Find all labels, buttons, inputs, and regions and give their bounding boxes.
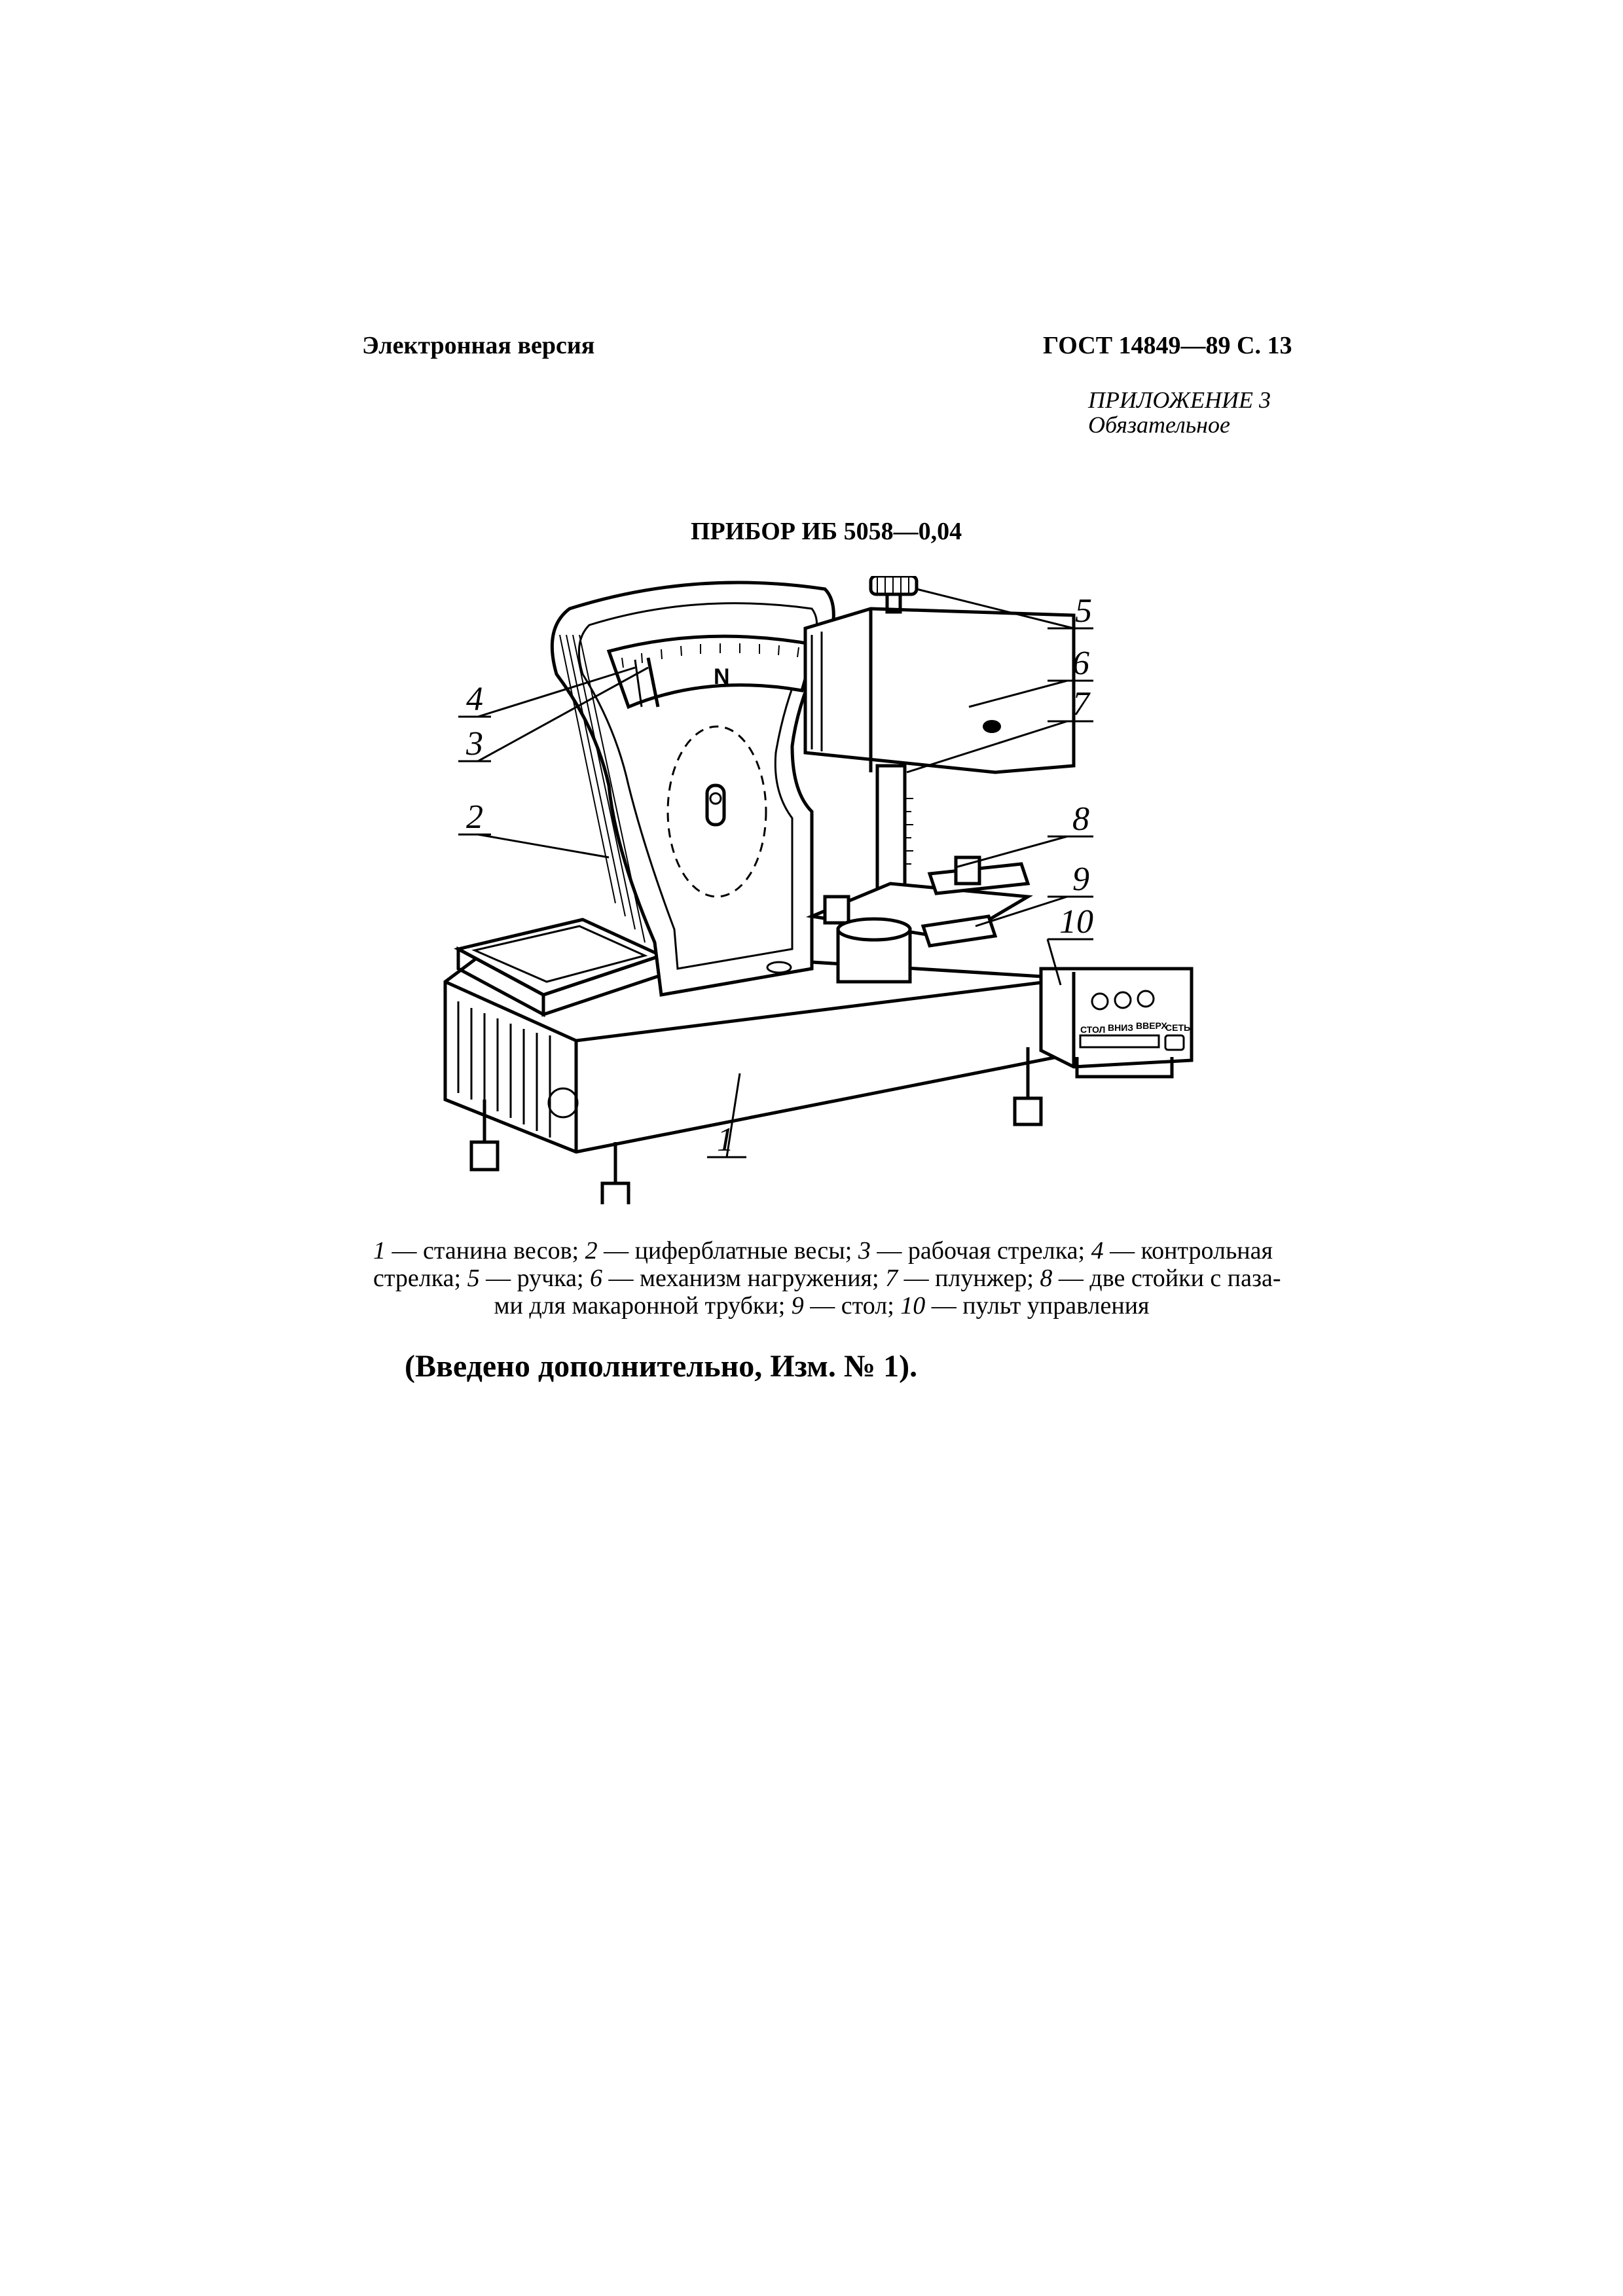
callout-5: 5 <box>1075 592 1092 630</box>
figure-caption <box>373 1237 1281 1319</box>
callout-2: 2 <box>466 798 483 836</box>
callout-1: 1 <box>717 1121 734 1158</box>
header-left-label: Электронная версия <box>362 332 595 359</box>
appendix-title: ПРИЛОЖЕНИЕ 3 <box>1088 387 1271 413</box>
panel-label-table: СТОЛ <box>1080 1024 1106 1035</box>
callout-3: 3 <box>466 725 483 762</box>
amendment-note: (Введено дополнительно, Изм. № 1). <box>405 1349 918 1384</box>
callout-6: 6 <box>1072 645 1089 682</box>
figure-title: ПРИБОР ИБ 5058—0,04 <box>691 518 962 545</box>
control-panel <box>1041 969 1192 1077</box>
callout-10: 10 <box>1059 903 1093 941</box>
dial-letter: N <box>714 664 730 689</box>
callout-8: 8 <box>1072 800 1089 838</box>
device-illustration <box>419 576 1218 1204</box>
callout-4: 4 <box>466 681 483 718</box>
plunger-and-table <box>812 766 1028 982</box>
caption-line: стрелка; 5 — ручка; 6 — механизм нагружения; 7 — плунжер; 8 — две стойки с пазa- <box>373 1265 1281 1292</box>
appendix-subtitle: Обязательное <box>1088 412 1230 438</box>
panel-label-down: ВНИЗ <box>1108 1022 1134 1033</box>
panel-label-up: ВВЕРХ <box>1136 1020 1167 1031</box>
callout-9: 9 <box>1072 861 1089 898</box>
callout-7: 7 <box>1072 685 1089 723</box>
loading-mechanism <box>805 576 1074 772</box>
caption-line: 1 — станина весов; 2 — циферблатные весы; 3 — рабочая стрелка; 4 — контрольная <box>373 1237 1273 1265</box>
header-standard-page: ГОСТ 14849—89 С. 13 <box>1043 332 1292 359</box>
caption-line: ми для макаронной трубки; 9 — стол; 10 — пульт управления <box>494 1292 1150 1319</box>
panel-label-power: СЕТЬ <box>1165 1022 1191 1033</box>
